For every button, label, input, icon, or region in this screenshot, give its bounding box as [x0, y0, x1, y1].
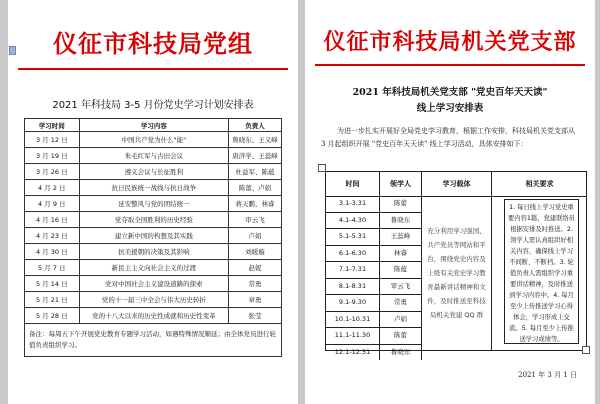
- table-move-handle-icon[interactable]: [318, 164, 326, 172]
- table-row: [25, 164, 282, 180]
- study-date-cell: 3 月 26 日: [25, 164, 80, 180]
- responsible-person-cell: 常勇: [229, 276, 282, 292]
- responsible-person-cell: 卢娟: [229, 228, 282, 244]
- table-row: [25, 180, 282, 196]
- column-header: 时间: [326, 172, 380, 196]
- study-leader-cell: 林睿: [380, 246, 422, 262]
- table-row: [25, 196, 282, 212]
- table-row: [326, 295, 422, 312]
- table-row: [25, 244, 282, 260]
- table-row: [326, 312, 422, 329]
- responsible-person-cell: 蒋天鹏、林睿: [229, 196, 282, 212]
- study-leader-cell: 陈蕴: [380, 262, 422, 278]
- requirements-textbox[interactable]: 1. 每日线上学习党史重要内容1篇，党建联络员根据安排及时推送。2. 领学人需认真组织好相关内容，确保线上学习不间断、不断档。3. 轮值负责人需组织学习重要讲话精神，及时推送到学习内容中。4. 每月至少上传推送学习心得体会，学习形成上交流。5. 每月至少上传推送学习成绩等。: [504, 199, 579, 344]
- study-date-cell: 4 月 2 日: [25, 180, 80, 196]
- study-content-cell: 党的十一届三中全会与伟大历史转折: [79, 292, 229, 308]
- responsible-person-cell: 赵妮: [229, 260, 282, 276]
- table-row: [25, 292, 282, 308]
- study-leader-cell: 陈蕾: [380, 196, 422, 212]
- table-row: [25, 132, 282, 148]
- table-row: [326, 279, 422, 296]
- responsible-person-cell: 审云飞: [229, 212, 282, 228]
- study-date-cell: 4 月 23 日: [25, 228, 80, 244]
- table-row: [25, 260, 282, 276]
- time-range-cell: 6.1-6.30: [326, 246, 380, 262]
- table-row: [326, 196, 422, 213]
- study-content-cell: 遵义会议与长征胜利: [79, 164, 229, 180]
- column-header: 学习内容: [79, 119, 229, 132]
- time-range-cell: 12.1-12.31: [326, 345, 380, 361]
- study-date-cell: 3 月 19 日: [25, 148, 80, 164]
- table-row: [25, 148, 282, 164]
- time-range-cell: 5.1-5.31: [326, 229, 380, 245]
- study-content-cell: 抗美援朝的决策及其影响: [79, 244, 229, 260]
- study-leader-cell: 卢娟: [380, 312, 422, 328]
- responsible-person-cell: 鲁晓东、王义峰: [229, 132, 282, 148]
- study-content-cell: 朱毛红军与古田会议: [79, 148, 229, 164]
- study-date-cell: 4 月 30 日: [25, 244, 80, 260]
- study-content-cell: 抗日民族统一战线与抗日战争: [79, 180, 229, 196]
- right-document-page: [305, 0, 595, 404]
- study-carrier-cell: 充分利用学习强国、共产党员等网站和平台，围绕党史内容及上级有关党史学习教育最新讲话精神和文件，及时推送至科技局机关党建 QQ 群: [422, 196, 492, 351]
- responsible-person-cell: 张莹: [229, 308, 282, 324]
- table-row: [25, 212, 282, 228]
- table-row: [326, 262, 422, 279]
- table-row: [326, 229, 422, 246]
- time-range-cell: 3.1-3.31: [326, 196, 380, 212]
- schedule-rows: [326, 196, 422, 360]
- right-intro-paragraph: 为进一步扎实开展好全局党史学习教育，根据工作安排，科技局机关党支部从 3 月起组织开展 "党史百年天天读" 线上学习活动，具体安排如下：: [321, 127, 575, 148]
- right-red-rule: [315, 64, 585, 66]
- study-leader-cell: 鲁晓东: [380, 345, 422, 361]
- table-header-row: [25, 119, 282, 132]
- study-content-cell: 建立新中国的构想及其实践: [79, 228, 229, 244]
- study-content-cell: 党夺取全国胜利的历史经验: [79, 212, 229, 228]
- responsible-person-cell: 陈蕾、卢娟: [229, 180, 282, 196]
- time-range-cell: 11.1-11.30: [326, 328, 380, 344]
- column-header: 学习时间: [25, 119, 80, 132]
- right-title-line1: 2021 年科技局机关党支部 "党史百年天天读": [352, 87, 548, 98]
- left-red-rule: [18, 68, 288, 70]
- table-row: [25, 228, 282, 244]
- table-row: [25, 308, 282, 324]
- left-plan-title: 2021 年科技局 3-5 月份党史学习计划安排表: [52, 100, 254, 111]
- time-range-cell: 7.1-7.31: [326, 262, 380, 278]
- study-date-cell: 5 月 14 日: [25, 276, 80, 292]
- table-note-row: [25, 324, 282, 357]
- table-row: [25, 276, 282, 292]
- table-row: [326, 213, 422, 230]
- responsible-person-cell: 唐济学、王蕊峰: [229, 148, 282, 164]
- time-range-cell: 10.1-10.31: [326, 312, 380, 328]
- left-red-header: 仪征市科技局党组: [53, 29, 253, 58]
- left-document-page: [8, 0, 298, 404]
- study-content-cell: 新民主主义向社会主义的过渡: [79, 260, 229, 276]
- study-content-cell: 中国共产党为什么"能": [79, 132, 229, 148]
- right-title-line2: 线上学习安排表: [416, 103, 484, 114]
- study-content-cell: 党对中国社会主义建设道路的探索: [79, 276, 229, 292]
- study-content-cell: 延安整风与党的团结统一: [79, 196, 229, 212]
- study-content-cell: 党的十八大以来的历史性成就和历史性变革: [79, 308, 229, 324]
- study-leader-cell: 常勇: [380, 295, 422, 311]
- responsible-person-cell: 章勇: [229, 292, 282, 308]
- table-resize-handle-icon[interactable]: [582, 346, 590, 354]
- study-date-cell: 4 月 9 日: [25, 196, 80, 212]
- column-header: 相关要求: [525, 180, 554, 188]
- study-date-cell: 5 月 21 日: [25, 292, 80, 308]
- online-study-table[interactable]: [325, 171, 587, 356]
- document-date: 2021 年 3 月 1 日: [518, 371, 577, 379]
- table-row: [326, 246, 422, 263]
- time-range-cell: 8.1-8.31: [326, 279, 380, 295]
- right-red-header: 仪征市科技局机关党支部: [323, 29, 577, 55]
- table-header-row: [326, 172, 586, 197]
- column-header: 领学人: [380, 172, 422, 196]
- study-leader-cell: 鲁晓东: [380, 213, 422, 229]
- study-date-cell: 3 月 12 日: [25, 132, 80, 148]
- table-row: [326, 345, 422, 361]
- time-range-cell: 4.1-4.30: [326, 213, 380, 229]
- table-row: [326, 328, 422, 345]
- study-date-cell: 5 月 7 日: [25, 260, 80, 276]
- study-leader-cell: 王蕊峰: [380, 229, 422, 245]
- study-plan-table: [24, 118, 282, 357]
- responsible-person-cell: 杜益军、陈蕴: [229, 164, 282, 180]
- study-date-cell: 5 月 28 日: [25, 308, 80, 324]
- study-leader-cell: 审云飞: [380, 279, 422, 295]
- requirements-cell: [492, 196, 587, 351]
- time-range-cell: 9.1-9.30: [326, 295, 380, 311]
- study-date-cell: 4 月 16 日: [25, 212, 80, 228]
- table-note: 备注：每周五下午开展党史教育专题学习活动，如遇特殊情况顺延；由全体党员进行轮值负责组织学习。: [25, 324, 282, 357]
- responsible-person-cell: 刘暖璇: [229, 244, 282, 260]
- column-header: 负责人: [229, 119, 282, 132]
- study-leader-cell: 陈蕾: [380, 328, 422, 344]
- column-header: 学习载体: [422, 172, 492, 196]
